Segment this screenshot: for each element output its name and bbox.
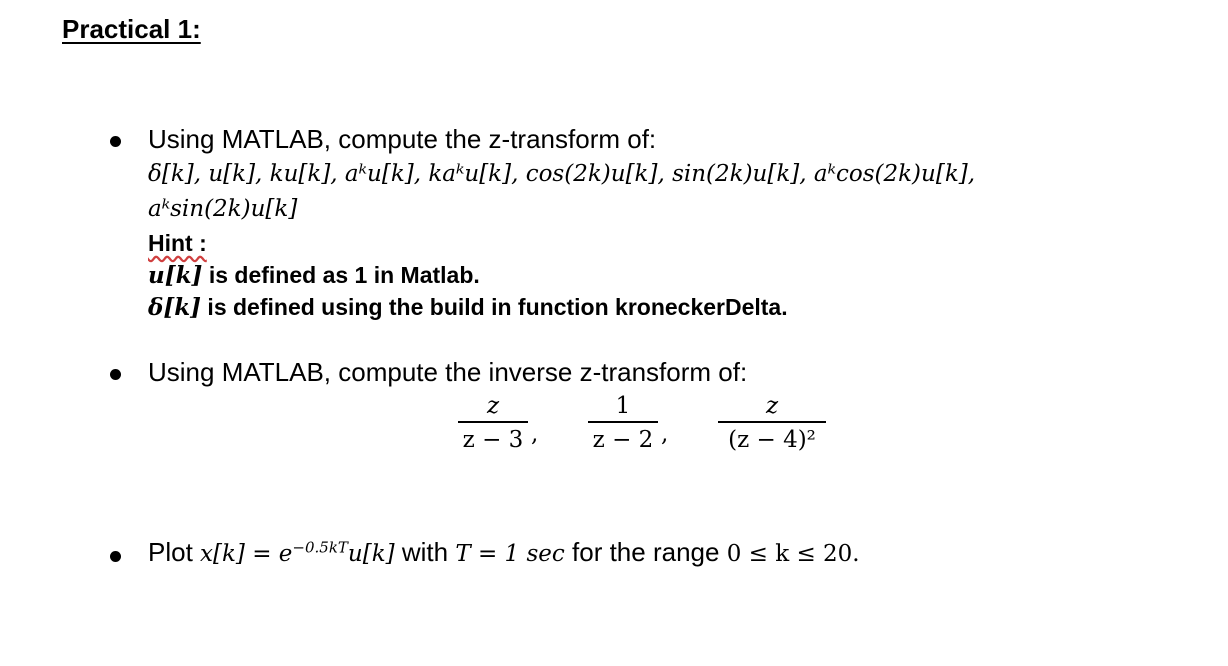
page-title: Practical 1: bbox=[62, 14, 201, 44]
item3-line bbox=[148, 537, 860, 568]
item3-with: with bbox=[394, 537, 456, 567]
fraction-2 bbox=[588, 393, 658, 453]
bullet-3 bbox=[110, 551, 121, 562]
hint-line-2 bbox=[148, 294, 788, 321]
item1-math-line2: aᵏsin(2k)u[k] bbox=[148, 196, 298, 222]
hint2-math: δ[k] bbox=[148, 294, 202, 321]
fraction-1-numerator: z bbox=[486, 393, 500, 419]
item3-range-text: for the range bbox=[564, 537, 727, 567]
hint1-math: u[k] bbox=[148, 262, 203, 289]
hint-line-1 bbox=[148, 262, 480, 289]
item3-exponent: −0.5kT bbox=[292, 538, 348, 557]
item3-signal: $x[k] = e^{-0.5kT}u[k]$ bbox=[200, 538, 395, 567]
fraction-1-denominator: z − 3 bbox=[462, 426, 524, 453]
item3-period: T = 1 sec bbox=[455, 541, 565, 567]
item1-heading: Using MATLAB, compute the z-transform of: bbox=[148, 124, 657, 154]
fraction-1-separator: , bbox=[531, 421, 539, 447]
fraction-3-denominator: (z − 4)² bbox=[728, 426, 816, 453]
hint-label bbox=[148, 230, 207, 257]
fraction-1 bbox=[458, 393, 528, 453]
item3-prefix: Plot bbox=[148, 537, 201, 567]
fraction-3-numerator: z bbox=[765, 393, 779, 419]
item2-heading: Using MATLAB, compute the inverse z-transform of: bbox=[148, 357, 748, 387]
fraction-2-denominator: z − 2 bbox=[592, 426, 654, 453]
hint-label-text: Hint : bbox=[148, 230, 207, 256]
item3-range: 0 ≤ k ≤ 20. bbox=[726, 541, 860, 567]
fraction-2-separator: , bbox=[661, 421, 669, 447]
fraction-2-numerator: 1 bbox=[615, 393, 631, 419]
hint2-text: is defined using the build in function kroneckerDelta. bbox=[201, 294, 788, 320]
bullet-1 bbox=[110, 136, 121, 147]
hint1-text: is defined as 1 in Matlab. bbox=[202, 262, 480, 288]
item3-signal-tail: u[k] bbox=[347, 541, 395, 567]
item1-math-line1: δ[k], u[k], ku[k], aᵏu[k], kaᵏu[k], cos(2k)u[k], sin(2k)u[k], aᵏcos(2k)u[k], bbox=[148, 161, 976, 187]
bullet-2 bbox=[110, 369, 121, 380]
fraction-3 bbox=[718, 393, 826, 453]
